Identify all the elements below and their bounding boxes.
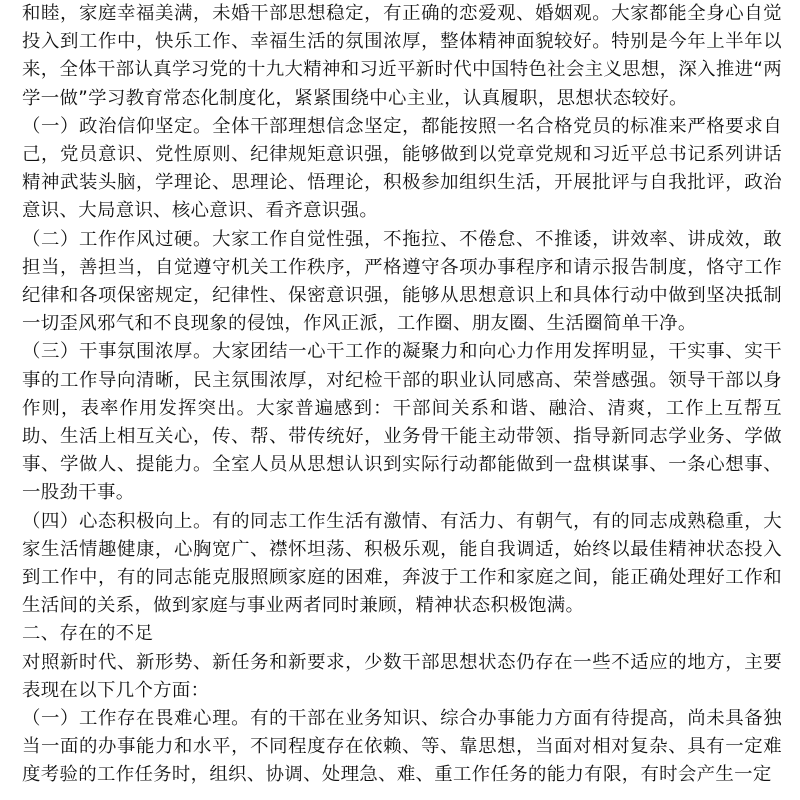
paragraph-political-belief: （一）政治信仰坚定。全体干部理想信念坚定，都能按照一名合格党员的标准来严格要求自己，党员意识、党性原则、纪律规矩意识强，能够做到以党章党规和习近平总书记系列讲话精神武装头脑，学理论、思理论、悟理论，积极参加组织生活，开展批评与自我批评，政治意识、大局意识、核心意识、看齐意识强。 <box>22 115 782 222</box>
paragraph-work-style: （二）工作作风过硬。大家工作自觉性强，不拖拉、不倦怠、不推诿，讲效率、讲成效，敢担当，善担当，自觉遵守机关工作秩序，严格遵守各项办事程序和请示报告制度，恪守工作纪律和各项保密规定，纪律性、保密意识强，能够从思想意识上和具体行动中做到坚决抵制一切歪风邪气和不良现象的侵蚀，作风正派，工作圈、朋友圈、生活圈简单干净。 <box>22 228 782 335</box>
paragraph-intro: 和睦，家庭幸福美满，未婚干部思想稳定，有正确的恋爱观、婚姻观。大家都能全身心自觉投入到工作中，快乐工作、幸福生活的氛围浓厚，整体精神面貌较好。特别是今年上半年以来，全体干部认真学习党的十九大精神和习近平新时代中国特色社会主义思想，深入推进“两学一做”学习教育常态化制度化，紧紧围绕中心主业，认真履职，思想状态较好。 <box>22 3 782 109</box>
paragraph-shortcomings-intro: 对照新时代、新形势、新任务和新要求，少数干部思想状态仍存在一些不适应的地方，主要表现在以下几个方面： <box>22 651 782 701</box>
section-heading-shortcomings: 二、存在的不足 <box>22 623 154 645</box>
paragraph-fear-of-difficulty: （一）工作存在畏难心理。有的干部在业务知识、综合办事能力方面有待提高，尚未具备独当一面的办事能力和水平，不同程度存在依赖、等、靠思想，当面对相对复杂、具有一定难度考验的工作任务时，组织、协调、处理急、难、重工作任务的能力有限，有时会产生一定 <box>22 708 782 786</box>
paragraph-positive-attitude: （四）心态积极向上。有的同志工作生活有激情、有活力、有朝气，有的同志成熟稳重，大家生活情趣健康，心胸宽广、襟怀坦荡、积极乐观，能自我调适，始终以最佳精神状态投入到工作中，有的同志能克服照顾家庭的困难，奔波于工作和家庭之间，能正确处理好工作和生活间的关系，做到家庭与事业两者同时兼顾，精神状态积极饱满。 <box>22 510 782 617</box>
paragraph-work-atmosphere: （三）干事氛围浓厚。大家团结一心干工作的凝聚力和向心力作用发挥明显，干实事、实干事的工作导向清晰，民主氛围浓厚，对纪检干部的职业认同感高、荣誉感强。领导干部以身作则，表率作用发挥突出。大家普遍感到：干部间关系和谐、融洽、清爽，工作上互帮互助、生活上相互关心，传、帮、带传统好，业务骨干能主动带领、指导新同志学业务、学做事、学做人、提能力。全室人员从思想认识到实际行动都能做到一盘棋谋事、一条心想事、一股劲干事。 <box>22 341 782 504</box>
document-body <box>22 0 782 790</box>
